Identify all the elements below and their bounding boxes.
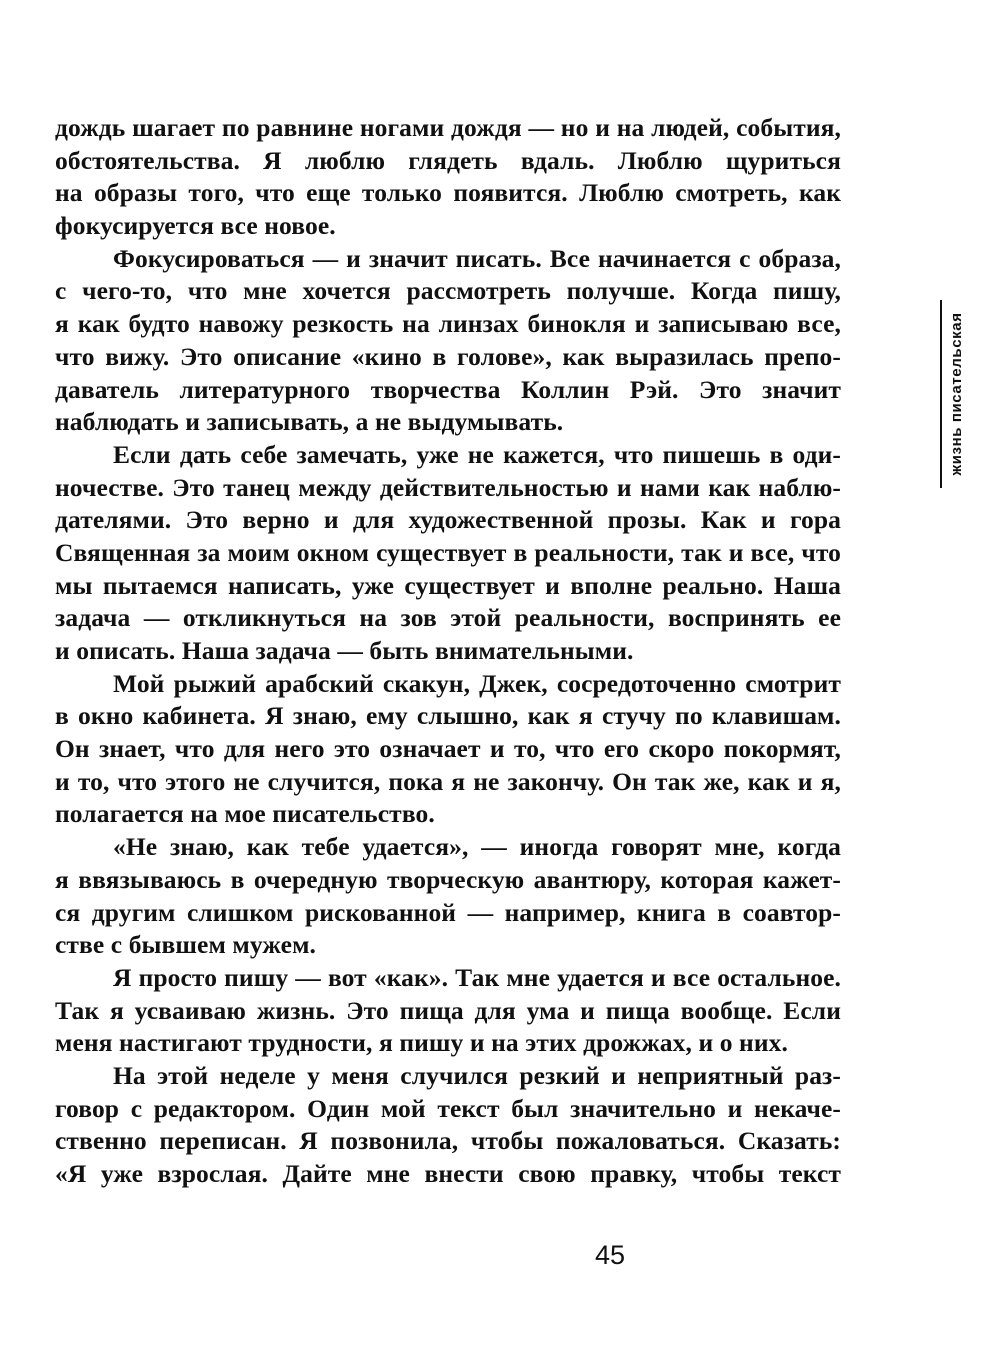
text-line: ся другим слишком рискованной — например, книга в соавтор-: [55, 897, 841, 927]
text-line: ственно переписан. Я позвонила, чтобы пожаловаться. Сказать:: [55, 1126, 841, 1156]
text-line: На этой неделе у меня случился резкий и неприятный раз-: [113, 1060, 841, 1090]
text-line: Мой рыжий арабский скакун, Джек, сосредоточенно смотрит: [113, 668, 841, 698]
text-line: Я просто пишу — вот «как». Так мне удается и все остальное.: [113, 962, 841, 992]
text-line: и то, что этого не случится, пока я не закончу. Он так же, как и я,: [55, 766, 841, 796]
text-line: что вижу. Это описание «кино в голове», как выразилась препо-: [55, 341, 841, 371]
running-title-rule: [940, 300, 942, 488]
text-line: в окно кабинета. Я знаю, ему слышно, как я стучу по клавишам.: [55, 701, 841, 731]
text-line: «Не знаю, как тебе удается», — иногда говорят мне, когда: [113, 832, 841, 862]
running-title: жизнь писательская: [948, 312, 965, 476]
text-line: Он знает, что для него это означает и то, что его скоро покормят,: [55, 734, 841, 764]
text-line: говор с редактором. Один мой текст был значительно и некаче-: [55, 1093, 841, 1123]
text-line: с чего-то, что мне хочется рассмотреть получше. Когда пишу,: [55, 276, 841, 306]
text-line: Так я усваиваю жизнь. Это пища для ума и пища вообще. Если: [55, 995, 841, 1025]
text-line: даватель литературного творчества Коллин Рэй. Это значит: [55, 374, 841, 404]
text-line: Если дать себе замечать, уже не кажется, что пишешь в оди-: [113, 439, 841, 469]
text-line: ночестве. Это танец между действительностью и нами как наблю-: [55, 472, 841, 502]
text-line: на образы того, что еще только появится. Люблю смотреть, как: [55, 178, 841, 208]
text-line: Фокусироваться — и значит писать. Все начинается с образа,: [113, 243, 841, 273]
text-line: и описать. Наша задача — быть внимательными.: [55, 636, 634, 665]
text-line: я ввязываюсь в очередную творческую авантюру, которая кажет-: [55, 864, 841, 894]
body-text: [55, 112, 841, 1191]
text-line: дождь шагает по равнине ногами дождя — но и на людей, события,: [55, 113, 841, 142]
text-line: обстоятельства. Я люблю глядеть вдаль. Люблю щуриться: [55, 145, 841, 175]
text-line: полагается на мое писательство.: [55, 799, 435, 829]
text-line: я как будто навожу резкость на линзах бинокля и записываю все,: [55, 309, 841, 339]
text-line: стве с бывшем мужем.: [55, 930, 317, 960]
page-number: 45: [594, 1240, 626, 1270]
text-line: мы пытаемся написать, уже существует и вполне реально. Наша: [55, 570, 841, 600]
text-line: наблюдать и записывать, а не выдумывать.: [55, 407, 564, 437]
text-line: дателями. Это верно и для художественной прозы. Как и гора: [55, 505, 841, 535]
text-line: «Я уже взрослая. Дайте мне внести свою правку, чтобы текст: [55, 1159, 841, 1188]
text-line: задача — откликнуться на зов этой реальности, воспринять ее: [55, 603, 841, 633]
text-line: меня настигают трудности, я пишу и на этих дрожжах, и о них.: [55, 1028, 788, 1058]
text-line: фокусируется все новое.: [55, 211, 336, 241]
text-line: Священная за моим окном существует в реальности, так и все, что: [55, 537, 841, 567]
